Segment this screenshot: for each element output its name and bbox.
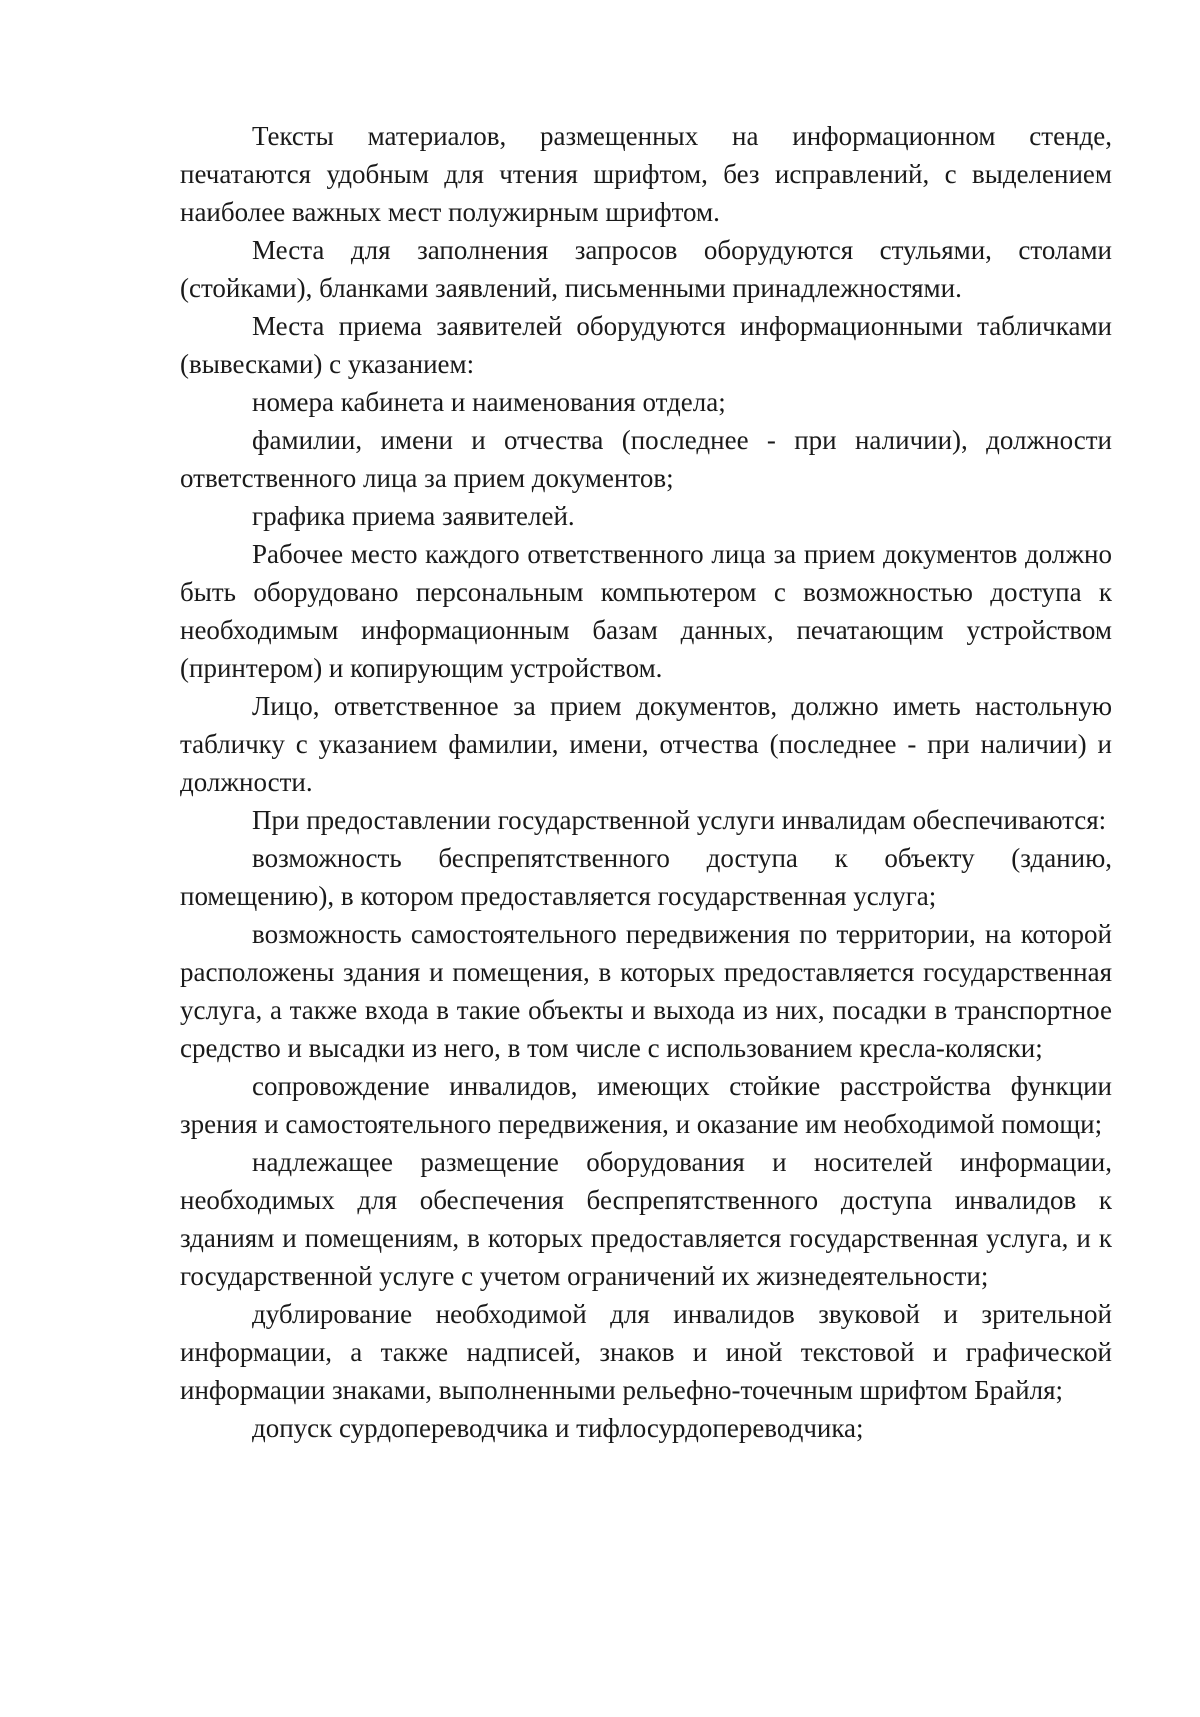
list-item-responsible-name: фамилии, имени и отчества (последнее - при наличии), должности ответственного лица за прием документов; — [180, 425, 1112, 493]
paragraph-desk-sign: Лицо, ответственное за прием документов, должно иметь настольную табличку с указанием фамилии, имени, отчества (последнее - при наличии) и должности. — [180, 691, 1112, 797]
list-item-reception-schedule: графика приема заявителей. — [252, 501, 575, 531]
paragraph-reception-places: Места приема заявителей оборудуются информационными табличками (вывесками) с указанием: — [180, 311, 1112, 379]
list-item-braille-duplication: дублирование необходимой для инвалидов звуковой и зрительной информации, а также надписей, знаков и иной текстовой и графической информации знаками, выполненными рельефно-точечным шрифтом Брайля; — [180, 1299, 1112, 1405]
paragraph-workplace-equipment: Рабочее место каждого ответственного лица за прием документов должно быть оборудовано персональным компьютером с возможностью доступа к необходимым информационным базам данных, печатающим устройством (принтером) и копирующим устройством. — [180, 539, 1112, 683]
list-item-sign-interpreter: допуск сурдопереводчика и тифлосурдопереводчика; — [252, 1413, 864, 1443]
list-item-equipment-placement: надлежащее размещение оборудования и носителей информации, необходимых для обеспечения беспрепятственного доступа инвалидов к зданиям и помещениям, в которых предоставляется государственная услуга, и к государственной услуге с учетом ограничений их жизнедеятельности; — [180, 1147, 1112, 1291]
paragraph-request-places: Места для заполнения запросов оборудуются стульями, столами (стойками), бланками заявлений, письменными принадлежностями. — [180, 235, 1112, 303]
list-item-independent-movement: возможность самостоятельного передвижения по территории, на которой расположены здания и помещения, в которых предоставляется государственная услуга, а также входа в такие объекты и выхода из них, посадки в транспортное средство и высадки из него, в том числе с использованием кресла-коляски; — [180, 919, 1112, 1063]
list-item-unobstructed-access: возможность беспрепятственного доступа к объекту (зданию, помещению), в котором предоставляется государственная услуга; — [180, 843, 1112, 911]
list-item-escort-assistance: сопровождение инвалидов, имеющих стойкие расстройства функции зрения и самостоятельного передвижения, и оказание им необходимой помощи; — [180, 1071, 1112, 1139]
paragraph-stand-texts: Тексты материалов, размещенных на информационном стенде, печатаются удобным для чтения шрифтом, без исправлений, с выделением наиболее важных мест полужирным шрифтом. — [180, 121, 1112, 227]
document-body — [180, 117, 1112, 1447]
list-item-office-number: номера кабинета и наименования отдела; — [252, 387, 726, 417]
paragraph-disabled-provisions: При предоставлении государственной услуги инвалидам обеспечиваются: — [252, 805, 1107, 835]
